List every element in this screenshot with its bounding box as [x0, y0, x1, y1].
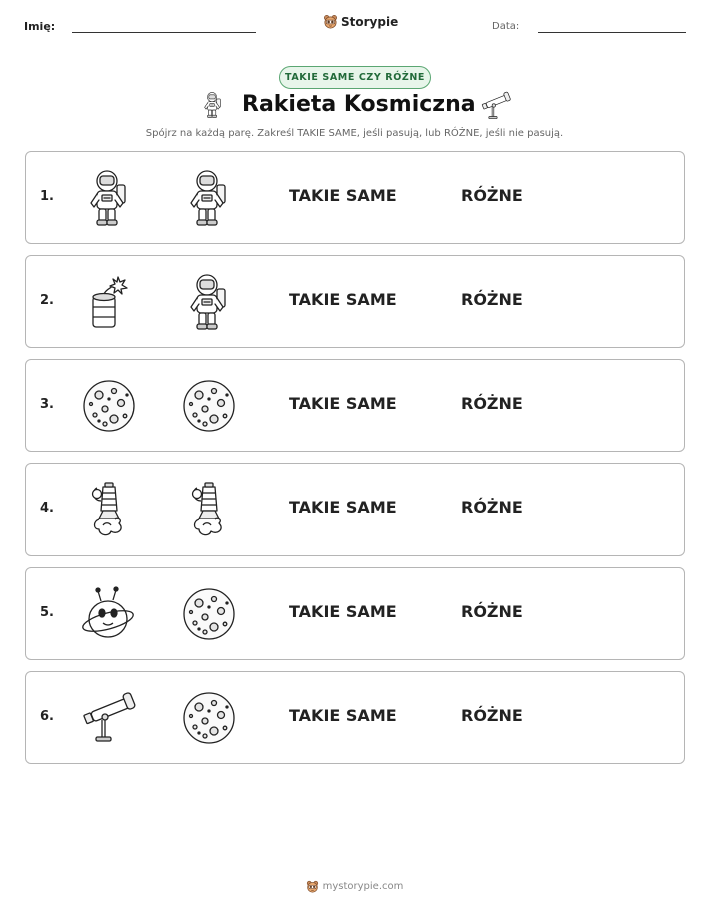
comparison-row: [25, 567, 685, 660]
same-option[interactable]: TAKIE SAME: [289, 290, 397, 309]
astronaut-icon: [200, 90, 226, 120]
worksheet-header: [0, 0, 709, 50]
same-option[interactable]: TAKIE SAME: [289, 602, 397, 621]
different-option[interactable]: RÓŻNE: [461, 186, 523, 205]
different-option[interactable]: RÓŻNE: [461, 706, 523, 725]
comparison-row: [25, 463, 685, 556]
astronaut-icon: [181, 169, 237, 227]
moon-icon: [181, 377, 237, 435]
date-field-line[interactable]: [538, 32, 686, 33]
different-option[interactable]: RÓŻNE: [461, 602, 523, 621]
brand: [323, 14, 398, 29]
different-option[interactable]: RÓŻNE: [461, 498, 523, 517]
row-number: 5.: [40, 605, 54, 620]
rocket-icon: [81, 481, 137, 539]
same-option[interactable]: TAKIE SAME: [289, 498, 397, 517]
date-label: Data:: [492, 21, 520, 32]
title-row: [0, 88, 709, 128]
different-option[interactable]: RÓŻNE: [461, 290, 523, 309]
rocket-icon: [181, 481, 237, 539]
row-number: 3.: [40, 397, 54, 412]
comparison-row: [25, 151, 685, 244]
comparison-row: [25, 255, 685, 348]
same-option[interactable]: TAKIE SAME: [289, 186, 397, 205]
row-number: 4.: [40, 501, 54, 516]
row-number: 1.: [40, 189, 54, 204]
moon-icon: [181, 689, 237, 747]
firework-icon: [81, 273, 137, 331]
astronaut-icon: [81, 169, 137, 227]
same-option[interactable]: TAKIE SAME: [289, 394, 397, 413]
alien-ufo-icon: [81, 585, 137, 643]
same-option[interactable]: TAKIE SAME: [289, 706, 397, 725]
moon-icon: [181, 585, 237, 643]
instruction-text: Spójrz na każdą parę. Zakreśl TAKIE SAME, jeśli pasują, lub RÓŻNE, jeśli nie pasują.: [145, 128, 564, 139]
row-number: 6.: [40, 709, 54, 724]
astronaut-icon: [181, 273, 237, 331]
telescope-icon: [81, 689, 137, 747]
footer: [0, 880, 709, 893]
footer-url[interactable]: mystorypie.com: [322, 881, 404, 892]
comparison-row: [25, 671, 685, 764]
different-option[interactable]: RÓŻNE: [461, 394, 523, 413]
brand-name: Storypie: [341, 14, 399, 29]
storypie-logo-icon: [306, 880, 319, 893]
storypie-logo-icon: [323, 14, 338, 29]
telescope-icon: [480, 90, 512, 122]
name-field-line[interactable]: [72, 32, 256, 33]
comparison-row: [25, 359, 685, 452]
page-title: Rakieta Kosmiczna: [242, 92, 476, 117]
name-label: Imię:: [24, 20, 56, 33]
moon-icon: [81, 377, 137, 435]
activity-badge: TAKIE SAME CZY RÓŻNE: [279, 66, 431, 89]
row-number: 2.: [40, 293, 54, 308]
